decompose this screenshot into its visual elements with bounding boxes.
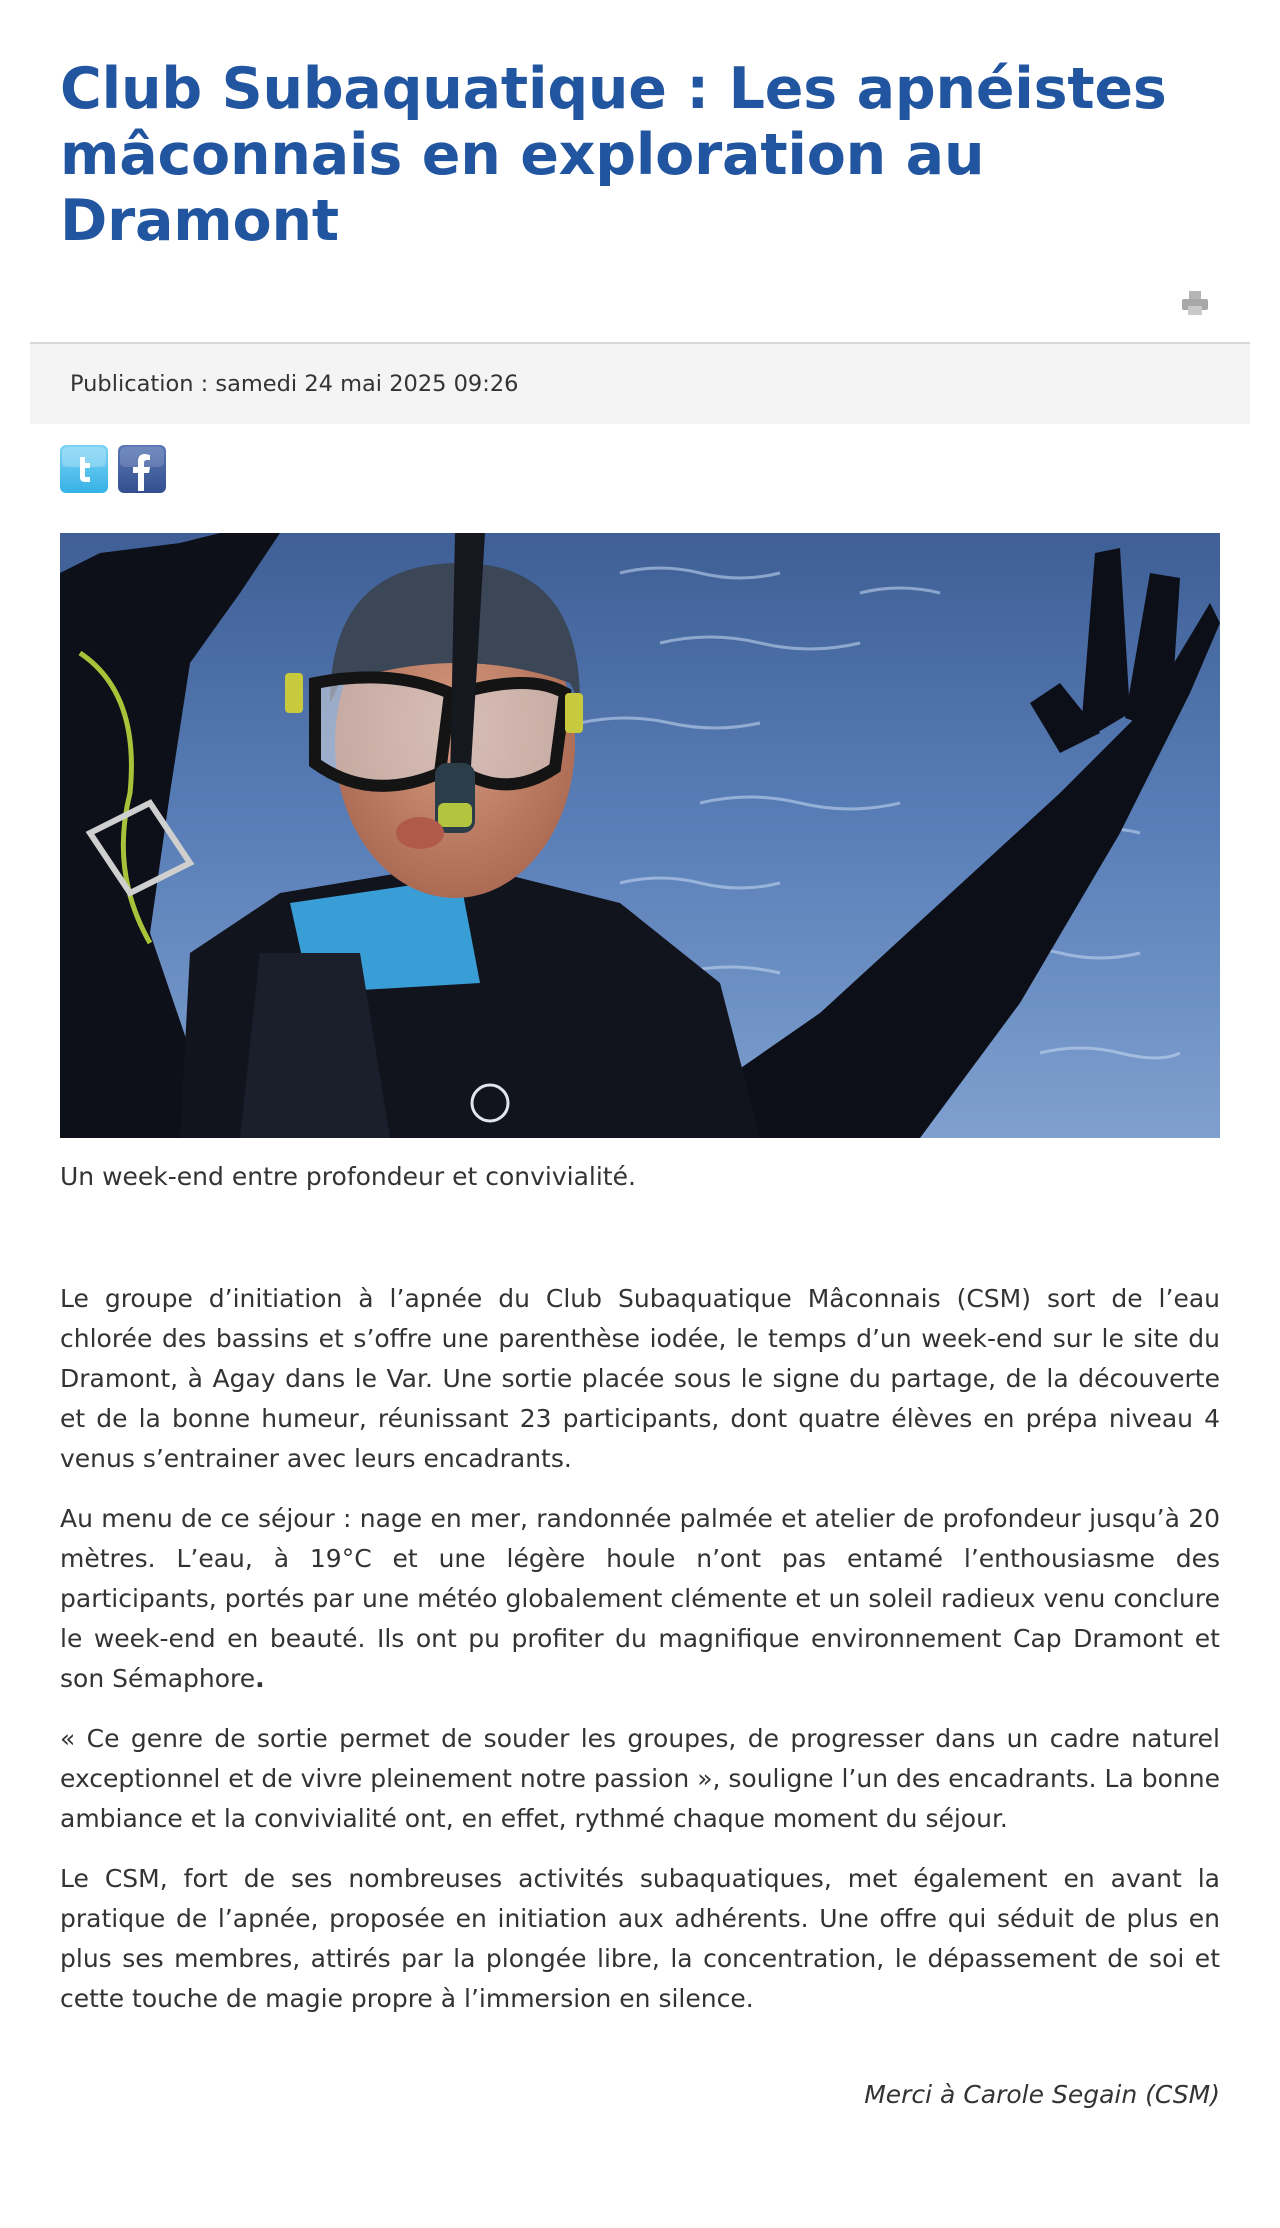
publication-bar [30,342,1250,424]
article-body [60,1279,1220,2039]
article-paragraph-2-text: Au menu de ce séjour : nage en mer, randonnée palmée et atelier de profondeur jusqu’à 20 mètres. L’eau, à 19°C et une légère houle n’ont pas entamé l’enthousiasme des participants, portés par une météo globalement clémente et un soleil radieux venu conclure le week-end en beauté. Ils ont pu profiter du magnifique environnement Cap Dramont et son Sémaphore [60,1504,1220,1693]
article-title: Club Subaquatique : Les apnéistes mâconnais en exploration au Dramont [60,56,1167,254]
photo-caption: Un week-end entre profondeur et convivialité. [60,1162,636,1191]
publication-date: Publication : samedi 24 mai 2025 09:26 [70,371,519,397]
twitter-icon [60,445,108,493]
article-paragraph-2-bold-period: . [255,1664,265,1693]
article-credit: Merci à Carole Segain (CSM) [864,2080,1220,2109]
article-paragraph-2 [60,1499,1220,1699]
facebook-share-button[interactable] [118,445,166,493]
article-photo [60,533,1220,1138]
article-paragraph-1: Le groupe d’initiation à l’apnée du Club Subaquatique Mâconnais (CSM) sort de l’eau chlorée des bassins et s’offre une parenthèse iodée, le temps d’un week-end sur le site du Dramont, à Agay dans le Var. Une sortie placée sous le signe du partage, de la découverte et de la bonne humeur, réunissant 23 participants, dont quatre élèves en prépa niveau 4 venus s’entrainer avec leurs encadrants. [60,1284,1220,1473]
facebook-icon [118,445,166,493]
twitter-share-button[interactable] [60,445,108,493]
printer-icon[interactable] [1180,288,1210,318]
article-paragraph-3: « Ce genre de sortie permet de souder les groupes, de progresser dans un cadre naturel exceptionnel et de vivre pleinement notre passion », souligne l’un des encadrants. La bonne ambiance et la convivialité ont, en effet, rythmé chaque moment du séjour. [60,1724,1220,1833]
article-paragraph-4: Le CSM, fort de ses nombreuses activités subaquatiques, met également en avant la pratique de l’apnée, proposée en initiation aux adhérents. Une offre qui séduit de plus en plus ses membres, attirés par la plongée libre, la concentration, le dépassement de soi et cette touche de magie propre à l’immersion en silence. [60,1864,1220,2013]
